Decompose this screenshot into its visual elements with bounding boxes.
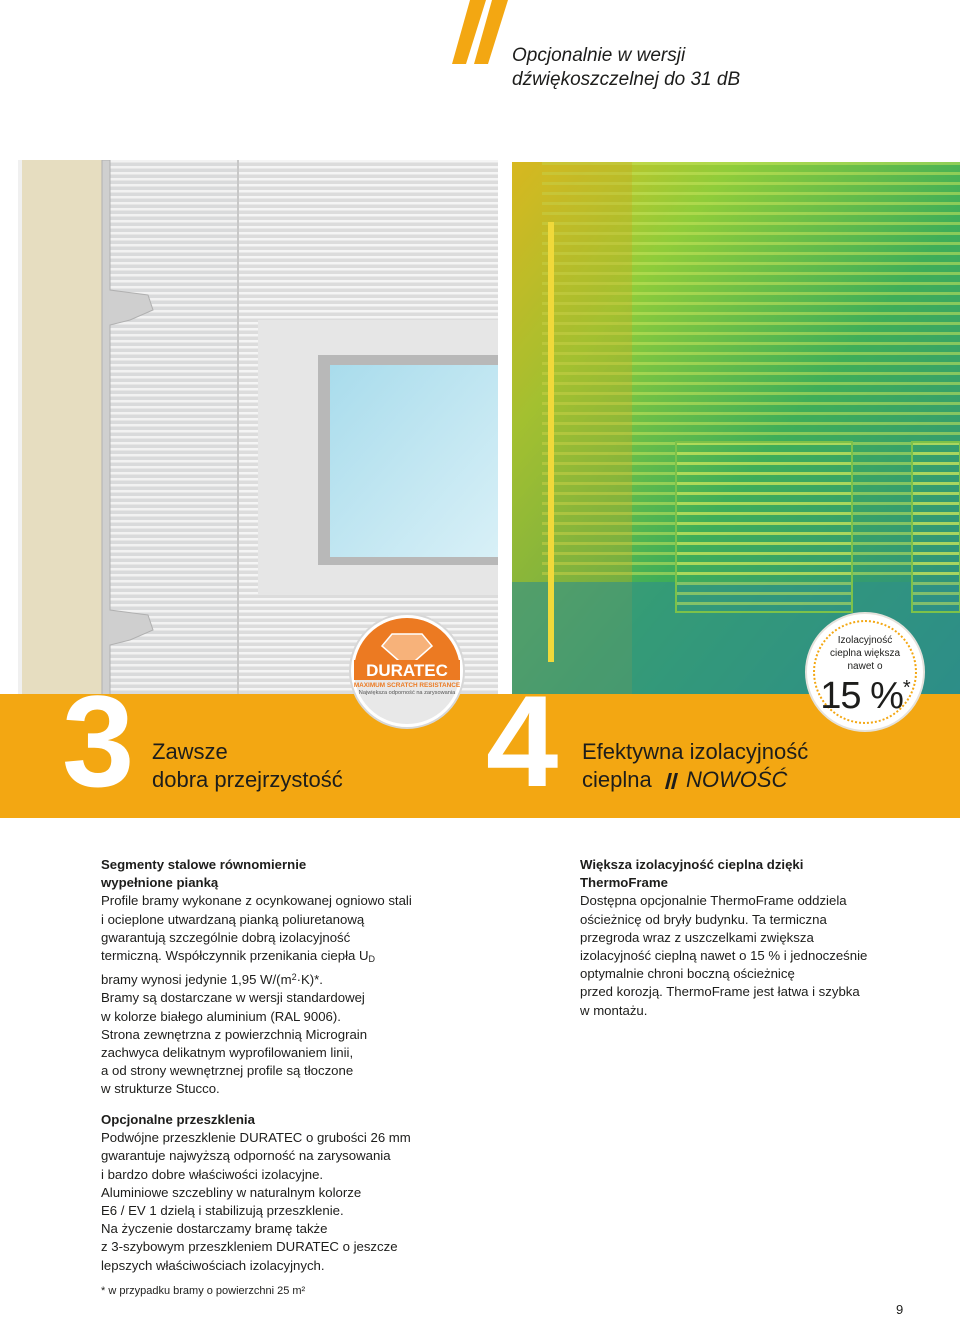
duratec-caption: Największa odporność na zarysowania [358, 690, 456, 696]
brand-stripes-icon [452, 0, 512, 64]
duratec-tagline: MAXIMUM SCRATCH RESISTANCE [353, 682, 461, 689]
insulation-seal: Izolacyjność cieplna większa nawet o 15 %* [805, 612, 925, 732]
thermoframe-description: Większa izolacyjność cieplna dzięki ThermoFrame Dostępna opcjonalnie ThermoFrame oddziela ościeżnicę od bryły budynku. Ta termiczna przegroda wraz z uszczelkami zwiększa izolacyjność cieplną nawet o 15 % i jednocześnie optymalnie chroni boczną ościeżnicę przed korozją. ThermoFrame jest łatwa i szybka w montażu. [580, 857, 868, 1018]
footnote: * w przypadku bramy o powierzchni 25 m² [101, 1285, 306, 1297]
seal-value: 15 %* [820, 675, 910, 717]
feature-title-3: Zawsze dobra przejrzystość [152, 739, 343, 792]
panel-description: Segmenty stalowe równomiernie wypełnione pianką Profile bramy wykonane z ocynkowanej ogniowo stali i ocieplone utwardzaną pianką poliuretanową gwarantują szczególnie dobrą izolacyjność termiczną. Współczynnik przenikania ciepła $U_D$ bramy wynosi jedynie 1,95 $W/(m^2\cdot K)*$. Bramy są dostarczane w wersji standardowej w kolorze białego aluminium (RAL 9006). Strona zewnętrzna z powierzchnią Micrograin zachwyca delikatnym wyprofilowaniem linii, a od strony wewnętrznej profile są tłoczone w strukturze Stucco. [101, 857, 412, 1097]
duratec-brand: DURATEC [366, 661, 448, 680]
feature-number-3: 3 [62, 668, 129, 814]
duratec-badge [348, 612, 466, 730]
page-number: 9 [896, 1302, 904, 1317]
feature-number-4: 4 [486, 668, 553, 814]
page-subtitle: Opcjonalnie w wersji dźwiękoszczelnej do 31 dB [512, 45, 741, 90]
new-badge: NOWOŚĆ [685, 767, 788, 792]
glazing-description: Opcjonalne przeszklenia Podwójne przeszklenie DURATEC o grubości 26 mm gwarantuje najwyższą odporność na zarysowania i bardzo dobre właściwości izolacyjne. Aluminiowe szczebliny w naturalnym kolorze E6 / EV 1 dzielą i stabilizują przeszklenie. Na życzenie dostarczamy bramę także z 3-szybowym przeszkleniem DURATEC o jeszcze lepszych właściwościach izolacyjnych. [101, 1112, 411, 1273]
feature-title-4: Efektywna izolacyjność cieplna NOWOŚĆ [582, 739, 809, 792]
new-stripes-icon [664, 773, 680, 789]
